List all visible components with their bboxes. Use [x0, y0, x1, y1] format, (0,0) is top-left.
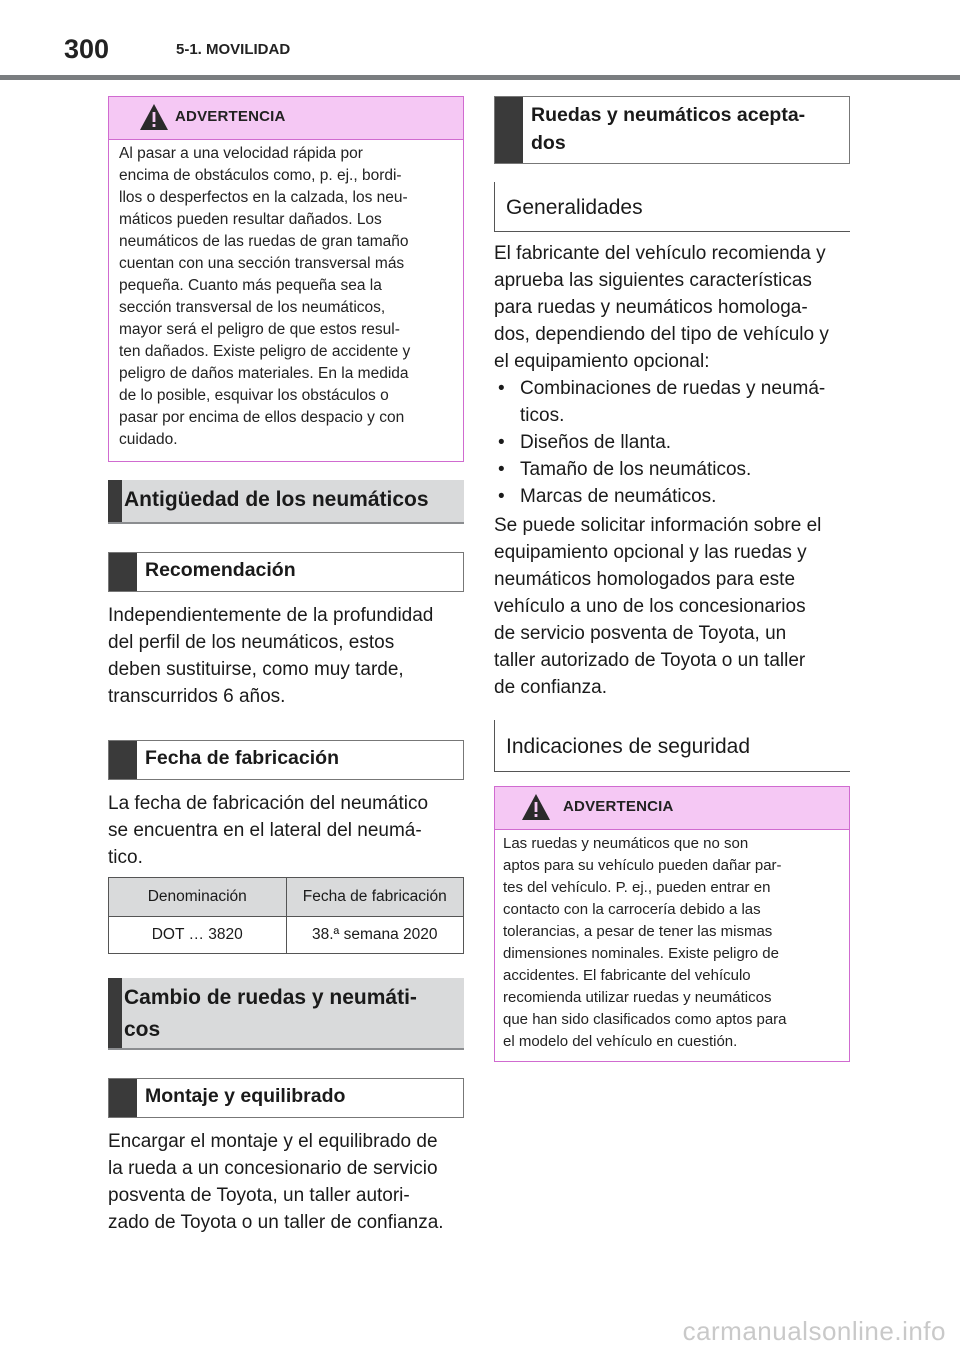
text-line: • Marcas de neumáticos.: [520, 486, 717, 507]
warning-line: tes del vehículo. P. ej., pueden entrar en: [503, 879, 771, 896]
heading-bar: [109, 1079, 137, 1117]
warning-title: ADVERTENCIA: [563, 798, 674, 815]
text-line: Encargar el montaje y el equilibrado de: [108, 1131, 438, 1152]
section-label: 5-1. MOVILIDAD: [176, 41, 291, 58]
manufacture-date-table: [108, 877, 464, 954]
text-line: taller autorizado de Toyota o un taller: [494, 650, 806, 671]
text-line: Se puede solicitar información sobre el: [494, 515, 822, 536]
warning-line: sección transversal de los neumáticos,: [119, 299, 386, 316]
warning-text: [119, 143, 410, 451]
text-line: posventa de Toyota, un taller autori-: [108, 1185, 410, 1206]
text-line: neumáticos homologados para este: [494, 569, 796, 590]
heading-wheel-change: [108, 978, 464, 1050]
heading-text: Recomendación: [145, 559, 296, 581]
table-cell: DOT … 3820: [109, 917, 287, 954]
warning-line: contacto con la carrocería debido a las: [503, 901, 761, 918]
text-line: para ruedas y neumáticos homologa-: [494, 297, 808, 318]
feature-list: [494, 375, 829, 510]
warning-line: dimensiones nominales. Existe peligro de: [503, 945, 779, 962]
warning-title: ADVERTENCIA: [175, 108, 286, 125]
text-line: de servicio posventa de Toyota, un: [494, 623, 787, 644]
list-item: [494, 375, 829, 429]
heading-bar: [108, 480, 122, 522]
text-line: la rueda a un concesionario de servicio: [108, 1158, 438, 1179]
heading-text: Generalidades: [506, 196, 643, 219]
text-line: La fecha de fabricación del neumático: [108, 793, 429, 814]
text-line: de confianza.: [494, 677, 608, 698]
heading-vline: [494, 720, 495, 772]
warning-line: peligro de daños materiales. En la medida: [119, 365, 409, 382]
warning-line: cuentan con una sección transversal más: [119, 255, 405, 272]
text-line: • Tamaño de los neumáticos.: [520, 459, 752, 480]
warning-line: máticos pueden resultar dañados. Los: [119, 211, 382, 228]
header-rule: [0, 75, 960, 80]
heading-bar: [108, 978, 122, 1048]
heading-tire-age: [108, 480, 464, 524]
manufacture-date-paragraph: [108, 790, 428, 871]
warning-line: pasar por encima de ellos despacio y con: [119, 409, 405, 426]
table-header-cell: Fecha de fabricación: [286, 878, 464, 917]
text-line: dos, dependiendo del tipo de vehículo y: [494, 324, 829, 345]
text-line: del perfil de los neumáticos, estos: [108, 632, 395, 653]
text-line: • Combinaciones de ruedas y neumá-: [520, 378, 826, 399]
text-line: zado de Toyota o un taller de confianza.: [108, 1212, 444, 1233]
heading-approved-wheels: [494, 96, 850, 164]
warning-line: cuidado.: [119, 431, 178, 448]
warning-line: recomienda utilizar ruedas y neumáticos: [503, 989, 772, 1006]
heading-line-text: cos: [124, 1018, 161, 1041]
heading-text: [531, 101, 805, 157]
heading-bar: [109, 553, 137, 591]
heading-text: Antigüedad de los neumáticos: [124, 488, 429, 511]
warning-line: Al pasar a una velocidad rápida por: [119, 145, 363, 162]
heading-line-text: dos: [531, 132, 566, 154]
warning-line: tolerancias, a pesar de tener las mismas: [503, 923, 773, 940]
warning-line: Las ruedas y neumáticos que no son: [503, 835, 749, 852]
text-line: se encuentra en el lateral del neumá-: [108, 820, 422, 841]
heading-vline: [494, 182, 495, 232]
text-line: • Diseños de llanta.: [520, 432, 672, 453]
warning-line: encima de obstáculos como, p. ej., bordi-: [119, 167, 402, 184]
heading-recommendation: [108, 552, 464, 592]
heading-hline: [494, 231, 850, 232]
table-row: [109, 917, 464, 954]
recommendation-paragraph: [108, 602, 433, 710]
list-item: [494, 429, 829, 456]
heading-hline: [494, 771, 850, 772]
heading-mounting: [108, 1078, 464, 1118]
heading-bar: [109, 741, 137, 779]
heading-line-text: Ruedas y neumáticos acepta-: [531, 104, 806, 126]
warning-line: accidentes. El fabricante del vehículo: [503, 967, 751, 984]
warning-line: neumáticos de las ruedas de gran tamaño: [119, 233, 409, 250]
text-line: El fabricante del vehículo recomienda y: [494, 243, 826, 264]
warning-box-wheels: [108, 96, 464, 462]
warning-line: ten dañados. Existe peligro de accidente y: [119, 343, 411, 360]
warning-line: de lo posible, esquivar los obstáculos o: [119, 387, 389, 404]
heading-bar: [495, 97, 523, 163]
warning-line: aptos para su vehículo pueden dañar par-: [503, 857, 782, 874]
warning-line: pequeña. Cuanto más pequeña sea la: [119, 277, 382, 294]
text-line: tico.: [108, 847, 143, 868]
heading-general: [494, 182, 850, 232]
warning-line: que han sido clasificados como aptos para: [503, 1011, 787, 1028]
heading-text: Montaje y equilibrado: [145, 1085, 346, 1107]
text-line: ticos.: [520, 405, 565, 426]
heading-manufacture-date: [108, 740, 464, 780]
warning-box-safety: [494, 786, 850, 1062]
warning-triangle-icon: [139, 103, 169, 131]
page-number: 300: [64, 34, 110, 64]
table-cell: 38.ª semana 2020: [286, 917, 464, 954]
page-header: [0, 0, 960, 80]
text-line: aprueba las siguientes características: [494, 270, 812, 291]
list-item: [494, 483, 829, 510]
table-header-row: [109, 878, 464, 917]
warning-triangle-icon: [521, 793, 551, 821]
info-paragraph: [494, 512, 821, 701]
mounting-paragraph: [108, 1128, 444, 1236]
warning-text: [503, 833, 787, 1053]
text-line: equipamiento opcional y las ruedas y: [494, 542, 807, 563]
text-line: el equipamiento opcional:: [494, 351, 710, 372]
heading-text: [124, 982, 417, 1046]
text-line: transcurridos 6 años.: [108, 686, 286, 707]
warning-line: llos o desperfectos en la calzada, los neu-: [119, 189, 408, 206]
general-paragraph: [494, 240, 829, 510]
warning-line: mayor será el peligro de que estos resul-: [119, 321, 400, 338]
heading-text: Indicaciones de seguridad: [506, 735, 751, 758]
warning-header: [495, 787, 849, 830]
table-header-cell: Denominación: [109, 878, 287, 917]
list-item: [494, 456, 829, 483]
watermark: carmanualsonline.info: [682, 1316, 946, 1346]
text-line: Independientemente de la profundidad: [108, 605, 434, 626]
text-line: deben sustituirse, como muy tarde,: [108, 659, 404, 680]
warning-header: [109, 97, 463, 140]
heading-safety: [494, 720, 850, 772]
heading-text: Fecha de fabricación: [145, 747, 339, 769]
heading-line-text: Cambio de ruedas y neumáti-: [124, 986, 417, 1009]
text-line: vehículo a uno de los concesionarios: [494, 596, 806, 617]
warning-line: el modelo del vehículo en cuestión.: [503, 1033, 738, 1050]
